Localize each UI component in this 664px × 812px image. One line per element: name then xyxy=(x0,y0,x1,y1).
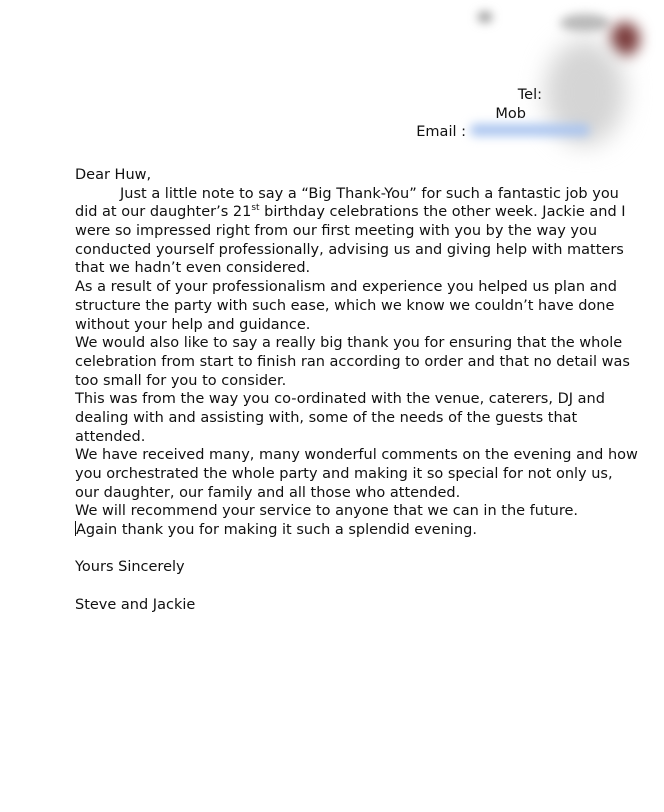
letter-line: dealing with and assisting with, some of the needs of the guests that xyxy=(75,409,578,426)
letter-line: you orchestrated the whole party and making it so special for not only us, xyxy=(75,466,613,482)
salutation: Dear Huw, xyxy=(75,167,152,183)
letter-line: This was from the way you co-ordinated with the venue, caterers, DJ and xyxy=(75,391,605,408)
letter-line: We will recommend your service to anyone that we can in the future. xyxy=(75,503,579,520)
letter-line: structure the party with such ease, which we know we couldn’t have done xyxy=(75,297,615,314)
closing: Yours Sincerely xyxy=(75,559,185,576)
letter-line[interactable] xyxy=(75,521,645,540)
letter-line xyxy=(75,203,645,222)
redacted-email-blur xyxy=(470,124,590,136)
blank-line xyxy=(75,577,645,596)
letter-line: We would also like to say a really big thank you for ensuring that the whole xyxy=(75,335,623,352)
letter-line: As a result of your professionalism and experience you helped us plan and xyxy=(75,279,617,296)
letter-body xyxy=(75,166,645,615)
redacted-blur-spot xyxy=(560,14,610,32)
letter-line: attended. xyxy=(75,428,146,445)
letter-line: too small for you to consider. xyxy=(75,372,287,389)
blank-line xyxy=(75,540,645,559)
ordinal-suffix: st xyxy=(251,203,260,214)
email-label: Email : xyxy=(416,124,466,140)
letter-line: celebration from start to finish ran according to order and that no detail was xyxy=(75,353,630,370)
letter-line: our daughter, our family and all those who attended. xyxy=(75,484,461,501)
tel-label: Tel: xyxy=(517,87,542,103)
letter-line-part: Again thank you for making it such a splendid evening. xyxy=(76,522,477,539)
letter-line: We have received many, many wonderful comments on the evening and how xyxy=(75,447,638,464)
letter-line-part: did at our daughter’s 21 xyxy=(75,204,252,221)
letter-line: that we hadn’t even considered. xyxy=(75,260,311,277)
mob-label: Mob xyxy=(495,106,526,122)
letter-line: without your help and guidance. xyxy=(75,316,311,333)
letter-line: were so impressed right from our first meeting with you by the way you xyxy=(75,223,598,240)
letter-line-part: birthday celebrations the other week. Jackie and I xyxy=(259,204,626,221)
redacted-blur-spot xyxy=(478,12,492,22)
signature: Steve and Jackie xyxy=(75,596,196,613)
redacted-blur-spot xyxy=(610,22,640,56)
letter-line: Just a little note to say a “Big Thank-You” for such a fantastic job you xyxy=(120,185,619,202)
letter-line: conducted yourself professionally, advising us and giving help with matters xyxy=(75,241,624,258)
